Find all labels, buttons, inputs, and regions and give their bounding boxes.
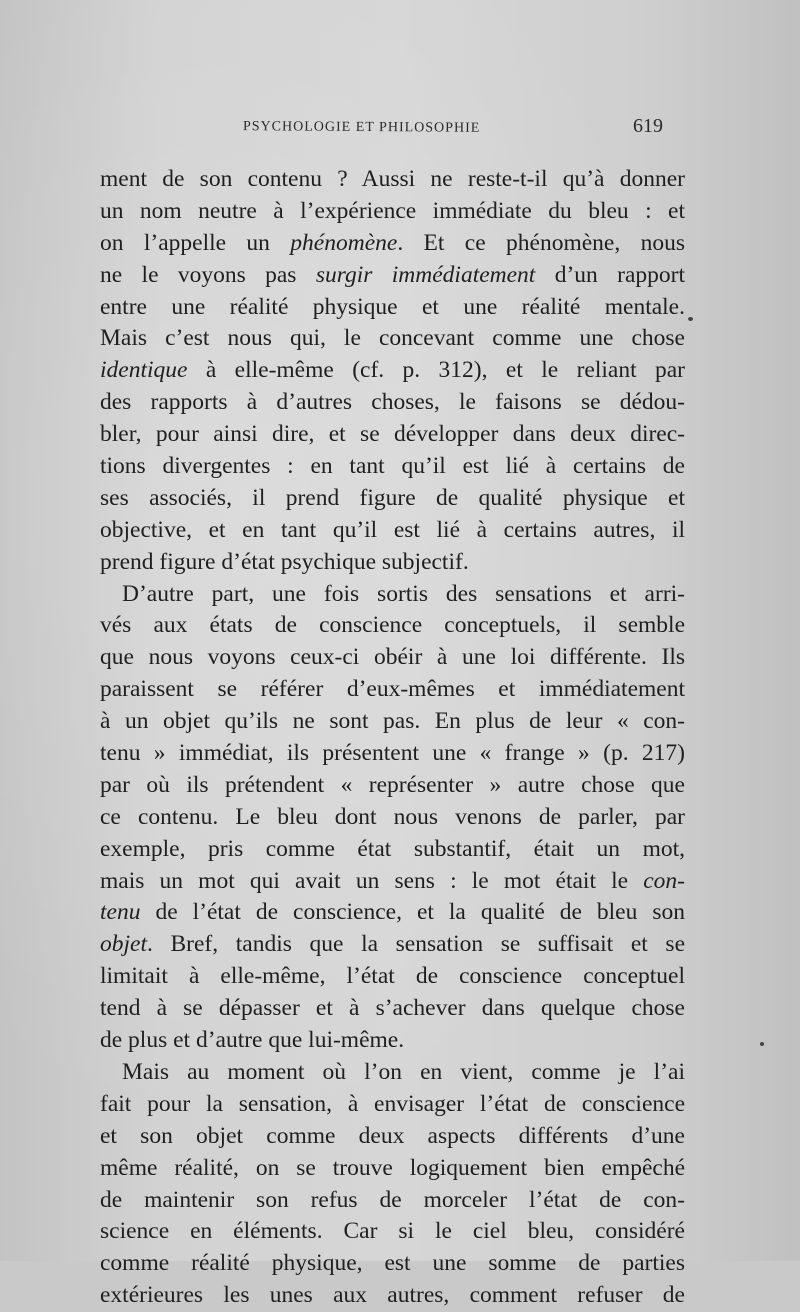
text-segment: des rapports à d’autres choses, le faisons se dédou- (100, 389, 685, 416)
text-line (100, 1057, 685, 1089)
text-line (100, 834, 685, 866)
italic-segment: objet (100, 931, 147, 958)
text-segment: tions divergentes : en tant qu’il est lié à certains de (100, 453, 685, 480)
text-segment: même réalité, on se trouve logiquement bien empêché (100, 1154, 685, 1181)
text-line (100, 1185, 685, 1217)
text-line (100, 642, 685, 674)
text-segment: tenu » immédiat, ils présentent une « frange » (p. 217) (100, 740, 685, 767)
text-segment: ce contenu. Le bleu dont nous venons de parler, par (100, 803, 685, 830)
text-line (100, 1089, 685, 1121)
ink-speck (760, 1042, 764, 1046)
text-segment: bler, pour ainsi dire, et se développer dans deux direc- (100, 421, 685, 448)
text-segment: limitait à elle-même, l’état de conscience conceptuel (100, 963, 685, 990)
text-segment: ne le voyons pas (100, 261, 316, 288)
text-segment: science en éléments. Car si le ciel bleu, considéré (100, 1218, 685, 1245)
text-line (100, 260, 685, 292)
text-segment: paraissent se référer d’eux-mêmes et immédiatement (100, 676, 685, 703)
text-segment: à elle-même (cf. p. 312), et le reliant par (187, 357, 685, 384)
text-segment: prend figure d’état psychique subjectif. (100, 548, 469, 575)
text-segment: ses associés, il prend figure de qualité physique et (100, 484, 685, 511)
ink-speck (688, 317, 693, 321)
text-line (100, 674, 685, 706)
text-line (100, 1280, 685, 1312)
text-segment: Mais c’est nous qui, le concevant comme une chose (100, 325, 685, 352)
text-segment: un nom neutre à l’expérience immédiate du bleu : et (100, 197, 685, 224)
text-segment: et son objet comme deux aspects différents d’une (100, 1122, 685, 1149)
page-number: 619 (633, 115, 663, 137)
text-line (100, 292, 685, 324)
text-line (100, 897, 685, 929)
text-line (100, 164, 685, 196)
text-line (100, 1121, 685, 1153)
text-line (100, 419, 685, 451)
text-line (100, 515, 685, 547)
text-line (100, 1216, 685, 1248)
text-segment: on l’appelle un (100, 229, 291, 256)
text-line (100, 547, 685, 579)
running-title: PSYCHOLOGIE ET PHILOSOPHIE (242, 119, 481, 136)
text-line (100, 323, 685, 355)
text-segment: . Et ce phénomène, nous (397, 229, 685, 256)
text-segment: ment de son contenu ? Aussi ne reste-t-il qu’à donner (100, 166, 685, 192)
italic-segment: con- (643, 867, 685, 894)
text-segment: par où ils prétendent « représenter » autre chose que (100, 771, 685, 798)
italic-segment: surgir immédiatement (315, 261, 536, 288)
text-line (100, 706, 685, 738)
italic-segment: tenu (100, 899, 141, 926)
text-segment: fait pour la sensation, à envisager l’état de conscience (100, 1090, 685, 1117)
text-line (100, 866, 685, 898)
text-line (100, 1153, 685, 1185)
text-line (100, 993, 685, 1025)
italic-segment: identique (100, 357, 188, 384)
text-segment: de l’état de conscience, et la qualité de bleu son (140, 899, 685, 926)
body-text (100, 164, 685, 1312)
text-line (100, 738, 685, 770)
text-segment: de maintenir son refus de morceler l’état de con- (100, 1186, 685, 1213)
text-line (100, 483, 685, 515)
text-segment: à un objet qu’ils ne sont pas. En plus de leur « con- (100, 708, 685, 735)
text-line (100, 770, 685, 802)
text-segment: objective, et en tant qu’il est lié à certains autres, il (100, 516, 685, 543)
text-line (100, 355, 685, 387)
text-line (100, 451, 685, 483)
text-line (100, 579, 685, 611)
text-segment: . Bref, tandis que la sensation se suffisait et se (147, 931, 685, 958)
text-segment: comme réalité physique, est une somme de parties (100, 1250, 685, 1277)
text-segment: que nous voyons ceux-ci obéir à une loi différente. Ils (100, 644, 685, 671)
text-segment: vés aux états de conscience conceptuels, il semble (100, 612, 685, 639)
italic-segment: phénomène (290, 229, 398, 256)
text-line (100, 929, 685, 961)
text-line (100, 961, 685, 993)
text-line (100, 228, 685, 260)
text-line (100, 387, 685, 419)
text-segment: exemple, pris comme état substantif, était un mot, (100, 835, 685, 862)
text-segment: mais un mot qui avait un sens : le mot était le (100, 867, 644, 894)
text-line (100, 196, 685, 228)
text-segment: entre une réalité physique et une réalité mentale. (100, 293, 685, 320)
text-segment: d’un rapport (535, 261, 685, 288)
text-line (100, 802, 685, 834)
text-segment: Mais au moment où l’on en vient, comme je l’ai (122, 1058, 685, 1085)
text-segment: tend à se dépasser et à s’achever dans quelque chose (100, 995, 685, 1022)
text-line (100, 1248, 685, 1280)
text-segment: de plus et d’autre que lui-même. (100, 1027, 405, 1054)
text-segment: D’autre part, une fois sortis des sensations et arri- (122, 580, 685, 607)
text-line (100, 1025, 685, 1057)
text-segment: extérieures les unes aux autres, comment refuser de (100, 1282, 685, 1309)
text-line (100, 610, 685, 642)
